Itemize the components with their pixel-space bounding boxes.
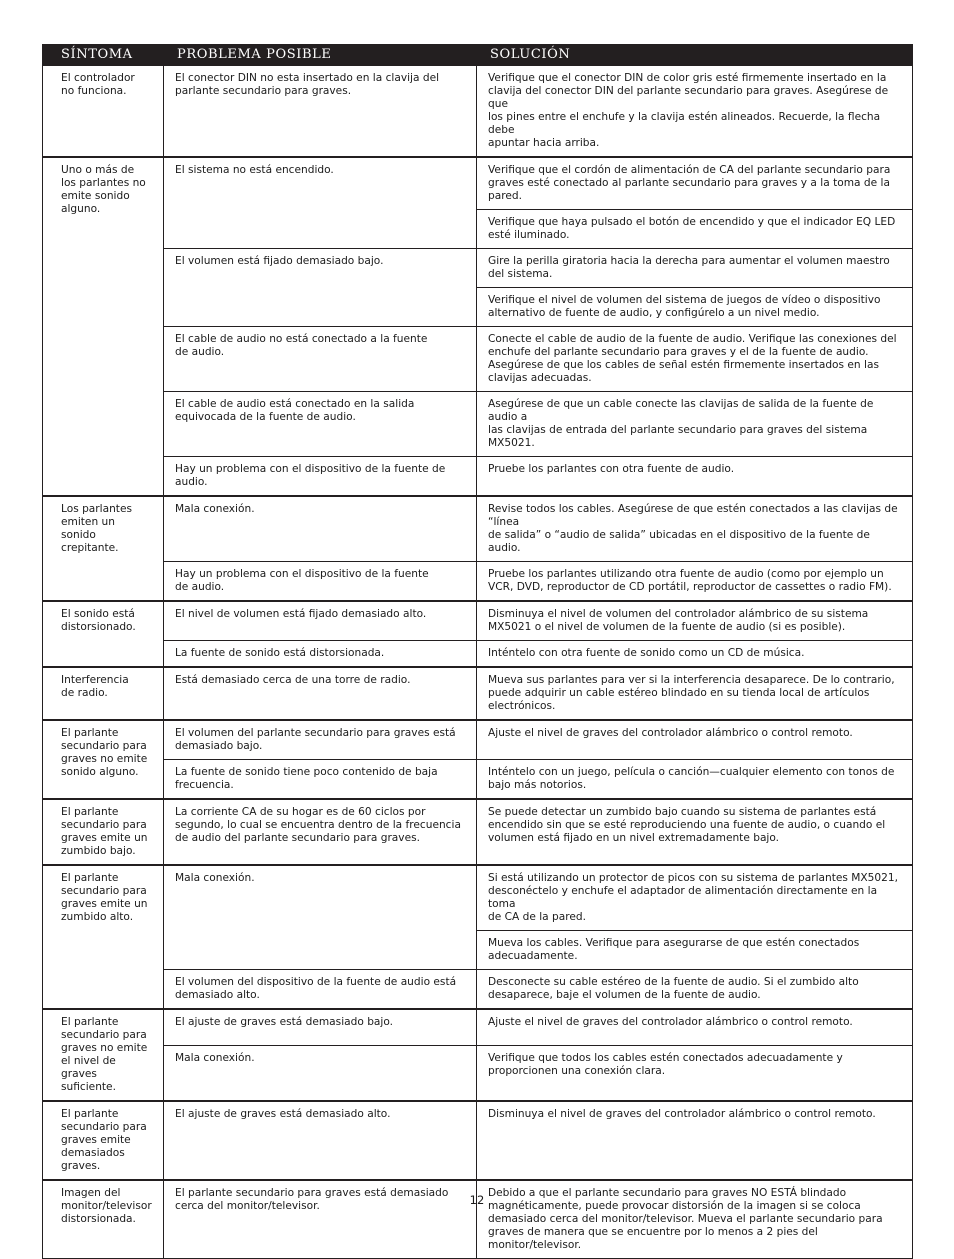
table-row — [43, 1180, 913, 1259]
table-row — [43, 249, 913, 288]
problem-cell: Hay un problema con el dispositivo de la fuente de audio. — [164, 457, 477, 497]
problem-cell: El volumen está fijado demasiado bajo. — [164, 249, 477, 327]
solution-cell: Verifique que haya pulsado el botón de encendido y que el indicador EQ LED esté iluminado. — [477, 210, 913, 249]
solution-cell: Si está utilizando un protector de picos con su sistema de parlantes MX5021, desconéctelo y enchufe el adaptador de alimentación directamente en la toma de CA de la pared. — [477, 865, 913, 931]
table-row — [43, 327, 913, 392]
symptom-cell: Interferencia de radio. — [43, 667, 164, 720]
symptom-cell: El parlante secundario para graves emite un zumbido alto. — [43, 865, 164, 1009]
table-row — [43, 970, 913, 1010]
page-number: 12 — [469, 1193, 485, 1207]
solution-cell: Conecte el cable de audio de la fuente de audio. Verifique las conexiones del enchufe del parlante secundario para graves y el de la fuente de audio. Asegúrese de que los cables de señal estén firmemente insertados en las clavijas adecuadas. — [477, 327, 913, 392]
table-row — [43, 1009, 913, 1046]
symptom-cell: El parlante secundario para graves emite un zumbido bajo. — [43, 799, 164, 865]
symptom-cell: El parlante secundario para graves no emite sonido alguno. — [43, 720, 164, 799]
solution-cell: Pruebe los parlantes con otra fuente de audio. — [477, 457, 913, 497]
table-row — [43, 601, 913, 641]
problem-cell: El parlante secundario para graves está demasiado cerca del monitor/televisor. — [164, 1180, 477, 1259]
table-row — [43, 65, 913, 157]
solution-cell: Ajuste el nivel de graves del controlador alámbrico o control remoto. — [477, 1009, 913, 1046]
table-row — [43, 157, 913, 210]
solution-cell: Gire la perilla giratoria hacia la derecha para aumentar el volumen maestro del sistema. — [477, 249, 913, 288]
solution-cell: Desconecte su cable estéreo de la fuente de audio. Si el zumbido alto desaparece, baje el volumen de la fuente de audio. — [477, 970, 913, 1010]
problem-cell: La fuente de sonido está distorsionada. — [164, 641, 477, 668]
problem-cell: El cable de audio no está conectado a la fuente de audio. — [164, 327, 477, 392]
symptom-cell: Los parlantes emiten un sonido crepitante. — [43, 496, 164, 601]
table-row — [43, 457, 913, 497]
table-row — [43, 720, 913, 760]
solution-cell: Revise todos los cables. Asegúrese de que estén conectados a las clavijas de “línea de salida” o “audio de salida” ubicadas en el dispositivo de la fuente de audio. — [477, 496, 913, 562]
problem-cell: Está demasiado cerca de una torre de radio. — [164, 667, 477, 720]
header-problem: PROBLEMA POSIBLE — [164, 44, 477, 65]
header-solution: SOLUCIÓN — [477, 44, 913, 65]
symptom-cell: El controlador no funciona. — [43, 65, 164, 157]
symptom-cell: Imagen del monitor/televisor distorsionada. — [43, 1180, 164, 1259]
problem-cell: El volumen del dispositivo de la fuente de audio está demasiado alto. — [164, 970, 477, 1010]
solution-cell: Inténtelo con otra fuente de sonido como un CD de música. — [477, 641, 913, 668]
table-body — [43, 65, 913, 1259]
problem-cell: El volumen del parlante secundario para graves está demasiado bajo. — [164, 720, 477, 760]
solution-cell: Verifique que el conector DIN de color gris esté firmemente insertado en la clavija del conector DIN del parlante secundario para graves. Asegúrese de que los pines entre el enchufe y la clavija estén alineados. Recuerde, la flecha debe apuntar hacia arriba. — [477, 65, 913, 157]
solution-cell: Mueva los cables. Verifique para asegurarse de que estén conectados adecuadamente. — [477, 931, 913, 970]
table-row — [43, 496, 913, 562]
problem-cell: Mala conexión. — [164, 1046, 477, 1101]
symptom-cell: El parlante secundario para graves no emite el nivel de graves suficiente. — [43, 1009, 164, 1101]
table-row — [43, 562, 913, 602]
solution-cell: Mueva sus parlantes para ver si la interferencia desaparece. De lo contrario, puede adquirir un cable estéreo blindado en su tienda local de artículos electrónicos. — [477, 667, 913, 720]
problem-cell: El nivel de volumen está fijado demasiado alto. — [164, 601, 477, 641]
problem-cell: Mala conexión. — [164, 496, 477, 562]
solution-cell: Ajuste el nivel de graves del controlador alámbrico o control remoto. — [477, 720, 913, 760]
table-header — [43, 44, 913, 65]
table-row — [43, 392, 913, 457]
table-row — [43, 865, 913, 931]
symptom-cell: Uno o más de los parlantes no emite sonido alguno. — [43, 157, 164, 496]
solution-cell: Se puede detectar un zumbido bajo cuando su sistema de parlantes está encendido sin que se esté reproduciendo una fuente de audio, o cuando el volumen está fijado en un nivel extremadamente bajo. — [477, 799, 913, 865]
solution-cell: Verifique que todos los cables estén conectados adecuadamente y proporcionen una conexión clara. — [477, 1046, 913, 1101]
problem-cell: Mala conexión. — [164, 865, 477, 970]
table-row — [43, 760, 913, 800]
symptom-cell: El parlante secundario para graves emite demasiados graves. — [43, 1101, 164, 1180]
solution-cell: Inténtelo con un juego, película o canción—cualquier elemento con tonos de bajo más notorios. — [477, 760, 913, 800]
table-row — [43, 1046, 913, 1101]
troubleshooting-table — [42, 44, 913, 1259]
problem-cell: El sistema no está encendido. — [164, 157, 477, 249]
solution-cell: Verifique el nivel de volumen del sistema de juegos de vídeo o dispositivo alternativo de fuente de audio, y configúrelo a un nivel medio. — [477, 288, 913, 327]
table-row — [43, 799, 913, 865]
problem-cell: El ajuste de graves está demasiado alto. — [164, 1101, 477, 1180]
table-row — [43, 1101, 913, 1180]
header-symptom: SÍNTOMA — [43, 44, 164, 65]
problem-cell: El ajuste de graves está demasiado bajo. — [164, 1009, 477, 1046]
problem-cell: La corriente CA de su hogar es de 60 ciclos por segundo, lo cual se encuentra dentro de la frecuencia de audio del parlante secundario para graves. — [164, 799, 477, 865]
solution-cell: Verifique que el cordón de alimentación de CA del parlante secundario para graves esté conectado al parlante secundario para graves y a la toma de la pared. — [477, 157, 913, 210]
problem-cell: Hay un problema con el dispositivo de la fuente de audio. — [164, 562, 477, 602]
solution-cell: Pruebe los parlantes utilizando otra fuente de audio (como por ejemplo un VCR, DVD, reproductor de CD portátil, reproductor de cassettes o radio FM). — [477, 562, 913, 602]
problem-cell: El conector DIN no esta insertado en la clavija del parlante secundario para graves. — [164, 65, 477, 157]
solution-cell: Debido a que el parlante secundario para graves NO ESTÁ blindado magnéticamente, puede provocar distorsión de la imagen si se coloca demasiado cerca del monitor/televisor. Mueva el parlante secundario para graves de manera que se encuentre por lo menos a 2 pies del monitor/televisor. — [477, 1180, 913, 1259]
problem-cell: El cable de audio está conectado en la salida equivocada de la fuente de audio. — [164, 392, 477, 457]
solution-cell: Disminuya el nivel de graves del controlador alámbrico o control remoto. — [477, 1101, 913, 1180]
header-row — [43, 44, 913, 65]
solution-cell: Disminuya el nivel de volumen del controlador alámbrico de su sistema MX5021 o el nivel de volumen de la fuente de audio (si es posible). — [477, 601, 913, 641]
symptom-cell: El sonido está distorsionado. — [43, 601, 164, 667]
problem-cell: La fuente de sonido tiene poco contenido de baja frecuencia. — [164, 760, 477, 800]
table-row — [43, 667, 913, 720]
table-row — [43, 641, 913, 668]
solution-cell: Asegúrese de que un cable conecte las clavijas de salida de la fuente de audio a las clavijas de entrada del parlante secundario para graves del sistema MX5021. — [477, 392, 913, 457]
